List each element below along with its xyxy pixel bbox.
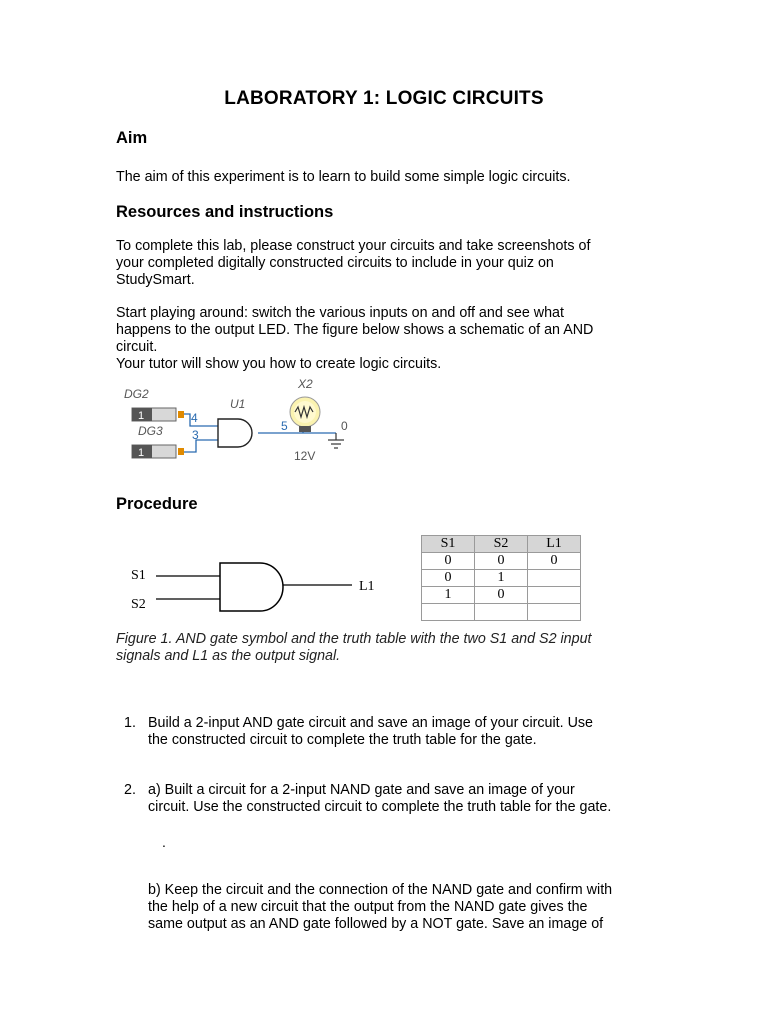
- figure-caption: [116, 631, 656, 665]
- table-row: [422, 587, 581, 604]
- table-cell: 0: [422, 570, 475, 587]
- text-line: circuit. Use the constructed circuit to complete the truth table for the gate.: [148, 799, 612, 815]
- and-gate-u1-icon[interactable]: [218, 419, 252, 447]
- switch-dg3-value: 1: [138, 447, 145, 459]
- truth-table: [421, 535, 581, 621]
- resources-heading: Resources and instructions: [116, 203, 334, 221]
- table-cell: [528, 604, 581, 621]
- list-item-number: 2.: [124, 782, 136, 798]
- resources-paragraph-1: [116, 238, 656, 289]
- caption-line: signals and L1 as the output signal.: [116, 648, 341, 664]
- x2-label: X2: [298, 377, 313, 391]
- page-title: LABORATORY 1: LOGIC CIRCUITS: [224, 88, 544, 109]
- list-item: [148, 782, 658, 816]
- table-cell: [528, 570, 581, 587]
- text-line: the constructed circuit to complete the truth table for the gate.: [148, 732, 537, 748]
- text-line: happens to the output LED. The figure below shows a schematic of an AND: [116, 322, 594, 338]
- u1-label: U1: [230, 397, 246, 411]
- table-cell: [475, 604, 528, 621]
- aim-text: The aim of this experiment is to learn to build some simple logic circuits.: [116, 169, 571, 185]
- table-cell: 0: [422, 553, 475, 570]
- caption-line: Figure 1. AND gate symbol and the truth table with the two S1 and S2 input: [116, 631, 592, 647]
- table-cell: 1: [422, 587, 475, 604]
- header-cell: L1: [528, 536, 581, 553]
- table-cell: 1: [475, 570, 528, 587]
- pin-0-label: 0: [341, 419, 348, 433]
- switch-dg2-value: 1: [138, 410, 145, 422]
- and-gate-symbol: [120, 553, 390, 623]
- text-line: same output as an AND gate followed by a NOT gate. Save an image of: [148, 916, 604, 932]
- list-item-2b: [148, 882, 658, 933]
- and-gate-icon: [220, 563, 283, 611]
- header-cell: S1: [422, 536, 475, 553]
- dg3-label: DG3: [138, 424, 163, 438]
- dg2-label: DG2: [124, 387, 149, 401]
- text-line: To complete this lab, please construct your circuits and take screenshots of: [116, 238, 591, 254]
- text-line: Build a 2-input AND gate circuit and save an image of your circuit. Use: [148, 715, 594, 731]
- table-cell: 0: [475, 587, 528, 604]
- pin-4-label: 4: [191, 411, 198, 425]
- header-cell: S2: [475, 536, 528, 553]
- table-cell: 0: [528, 553, 581, 570]
- list-item-number: 1.: [124, 715, 136, 731]
- table-row: [422, 604, 581, 621]
- aim-heading: Aim: [116, 129, 148, 147]
- text-line: Start playing around: switch the various inputs on and off and see what: [116, 305, 564, 321]
- procedure-heading: Procedure: [116, 495, 198, 513]
- truth-table-header: [422, 536, 581, 553]
- text-line: b) Keep the circuit and the connection of the NAND gate and confirm with: [148, 882, 613, 898]
- switch-dg3[interactable]: [132, 445, 184, 459]
- text-line: a) Built a circuit for a 2-input NAND gate and save an image of your: [148, 782, 575, 798]
- voltage-label: 12V: [294, 449, 316, 463]
- text-line: your completed digitally constructed circuits to include in your quiz on: [116, 255, 554, 271]
- text-line: StudySmart.: [116, 272, 195, 288]
- text-line: circuit.: [116, 339, 158, 355]
- s1-label: S1: [131, 568, 146, 583]
- resources-paragraph-2: [116, 305, 656, 373]
- text-line: Your tutor will show you how to create logic circuits.: [116, 356, 442, 372]
- pin-5-label: 5: [281, 419, 288, 433]
- list-item: [148, 715, 658, 749]
- stray-dot: .: [162, 834, 166, 850]
- table-cell: [528, 587, 581, 604]
- and-circuit-schematic: [116, 374, 361, 480]
- table-cell: 0: [475, 553, 528, 570]
- table-cell: [422, 604, 475, 621]
- table-row: [422, 570, 581, 587]
- l1-label: L1: [359, 579, 375, 594]
- text-line: the help of a new circuit that the output from the NAND gate gives the: [148, 899, 588, 915]
- s2-label: S2: [131, 597, 146, 612]
- table-row: [422, 553, 581, 570]
- switch-dg2[interactable]: [132, 408, 184, 422]
- pin-3-label: 3: [192, 428, 199, 442]
